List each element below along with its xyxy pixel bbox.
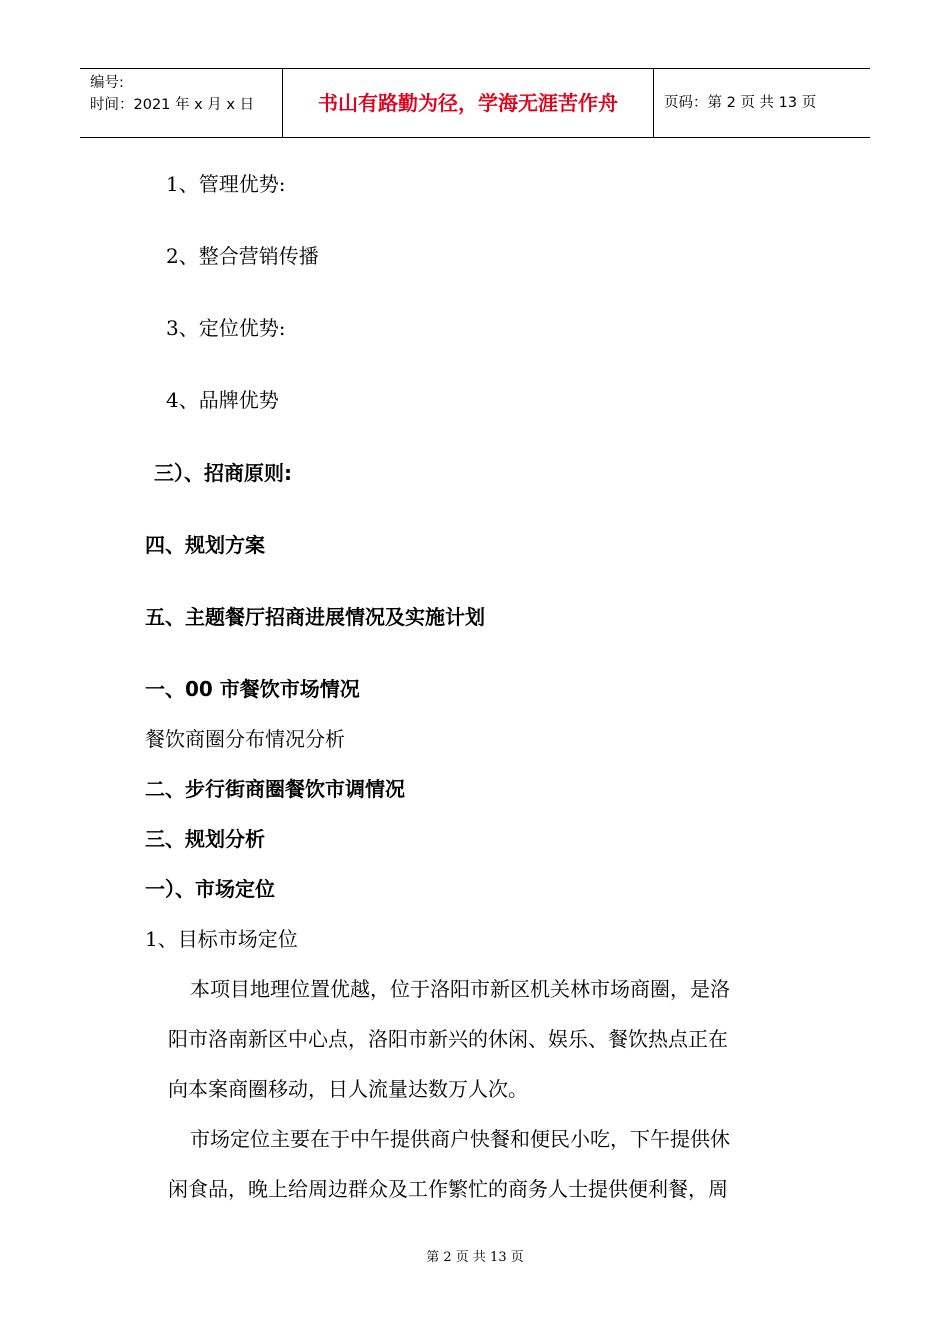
heading-pedestrian-street-survey: 二、步行街商圈餐饮市调情况 [145,777,405,801]
paragraph-1-line-1: 本项目地理位置优越，位于洛阳市新区机关林市场商圈，是洛 [190,977,730,1001]
paragraph-2-line-1: 市场定位主要在于中午提供商户快餐和便民小吃，下午提供休 [190,1127,730,1151]
heading-catering-market: 一、00 市餐饮市场情况 [145,677,360,701]
subheading-target-market: 1、目标市场定位 [145,927,298,951]
paragraph-2-line-2: 闲食品，晚上给周边群众及工作繁忙的商务人士提供便利餐，周 [168,1177,728,1201]
number-label: 编号: [90,75,124,91]
header-left-cell [80,69,282,137]
page-header [80,68,870,138]
heading-restaurant-progress: 五、主题餐厅招商进展情况及实施计划 [145,605,485,629]
heading-planning-analysis: 三、规划分析 [145,827,265,851]
heading-planning-scheme: 四、规划方案 [145,533,265,557]
item-brand-advantage: 4、品牌优势 [166,388,279,412]
subheading-district-analysis: 餐饮商圈分布情况分析 [145,727,345,751]
page-footer: 第 2 页 共 13 页 [426,1250,524,1265]
item-positioning-advantage: 3、定位优势: [166,316,286,340]
header-page-info: 页码：第 2 页 共 13 页 [664,95,817,111]
time-label: 时间：2021 年 x 月 x 日 [90,97,255,113]
item-management-advantage: 1、管理优势: [166,172,286,196]
paragraph-1-line-2: 阳市洛南新区中心点，洛阳市新兴的休闲、娱乐、餐饮热点正在 [168,1027,728,1051]
heading-investment-principles: 三）、招商原则: [154,461,292,485]
item-integrated-marketing: 2、整合营销传播 [166,244,319,268]
heading-market-positioning: 一）、市场定位 [145,877,275,901]
header-motto: 书山有路勤为径，学海无涯苦作舟 [282,69,654,137]
paragraph-1-line-3: 向本案商圈移动，日人流量达数万人次。 [168,1077,528,1101]
